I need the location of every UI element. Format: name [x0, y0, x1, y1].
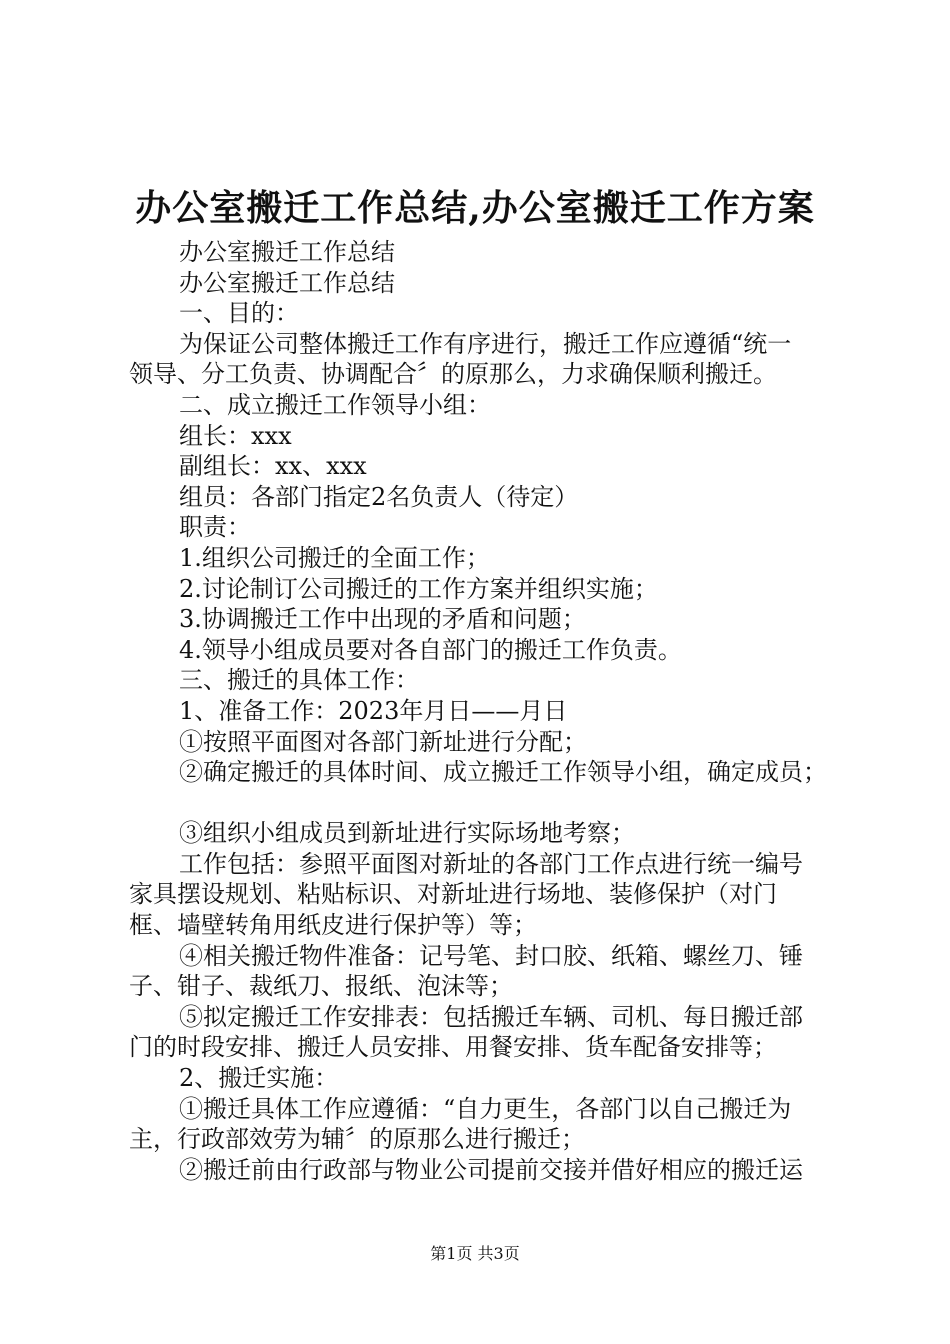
blank-line: [129, 788, 849, 819]
paragraph-line: 领导、分工负责、协调配合〞的原那么，力求确保顺利搬迁。: [129, 360, 777, 389]
paragraph-line: 1、准备工作：2023年月日——月日: [179, 696, 568, 725]
list-item: 1.组织公司搬迁的全面工作；: [179, 543, 490, 572]
list-item: ⑤拟定搬迁工作安排表：包括搬迁车辆、司机、每日搬迁部: [179, 1002, 803, 1031]
list-item: ②确定搬迁的具体时间、成立搬迁工作领导小组，确定成员；: [179, 758, 827, 787]
paragraph-line: 子、钳子、裁纸刀、报纸、泡沫等；: [129, 972, 513, 1001]
list-item: ③组织小组成员到新址进行实际场地考察；: [179, 819, 635, 848]
paragraph-line: 副组长：xx、xxx: [179, 452, 367, 481]
list-item: 4.领导小组成员要对各自部门的搬迁工作负责。: [179, 635, 682, 664]
list-item: ②搬迁前由行政部与物业公司提前交接并借好相应的搬迁运: [179, 1155, 803, 1184]
list-item: ①搬迁具体工作应遵循：“自力更生，各部门以自己搬迁为: [179, 1094, 792, 1123]
list-item: 3.协调搬迁工作中出现的矛盾和问题；: [179, 605, 586, 634]
paragraph-line: 门的时段安排、搬迁人员安排、用餐安排、货车配备安排等；: [129, 1033, 777, 1062]
section-heading: 三、搬迁的具体工作：: [179, 666, 419, 695]
paragraph-line: 为保证公司整体搬迁工作有序进行，搬迁工作应遵循“统一: [179, 329, 792, 358]
paragraph-line: 组长：xxx: [179, 421, 292, 450]
section-heading: 一、目的：: [179, 299, 299, 328]
section-heading: 二、成立搬迁工作领导小组：: [179, 390, 491, 419]
page-footer: 第1页 共3页: [430, 1244, 520, 1263]
list-item: ④相关搬迁物件准备：记号笔、封口胶、纸箱、螺丝刀、锤: [179, 941, 803, 970]
subtitle-line: 办公室搬迁工作总结: [179, 238, 395, 266]
paragraph-line: 主，行政部效劳为辅〞的原那么进行搬迁；: [129, 1125, 585, 1154]
paragraph-line: 框、墙壁转角用纸皮进行保护等）等；: [129, 911, 537, 940]
paragraph-line: 工作包括：参照平面图对新址的各部门工作点进行统一编号: [179, 849, 803, 878]
list-item: 2.讨论制订公司搬迁的工作方案并组织实施；: [179, 574, 658, 603]
list-item: ①按照平面图对各部门新址进行分配；: [179, 727, 587, 756]
document-body: [129, 237, 849, 1185]
paragraph-line: 家具摆设规划、粘贴标识、对新址进行场地、装修保护（对门: [129, 880, 777, 909]
paragraph-line: 职责：: [179, 513, 251, 542]
document-title: 办公室搬迁工作总结,办公室搬迁工作方案: [135, 187, 815, 229]
section-heading: 2、搬迁实施：: [179, 1064, 339, 1093]
subtitle-line: 办公室搬迁工作总结: [179, 268, 395, 297]
paragraph-line: 组员：各部门指定2名负责人（待定）: [179, 482, 579, 511]
